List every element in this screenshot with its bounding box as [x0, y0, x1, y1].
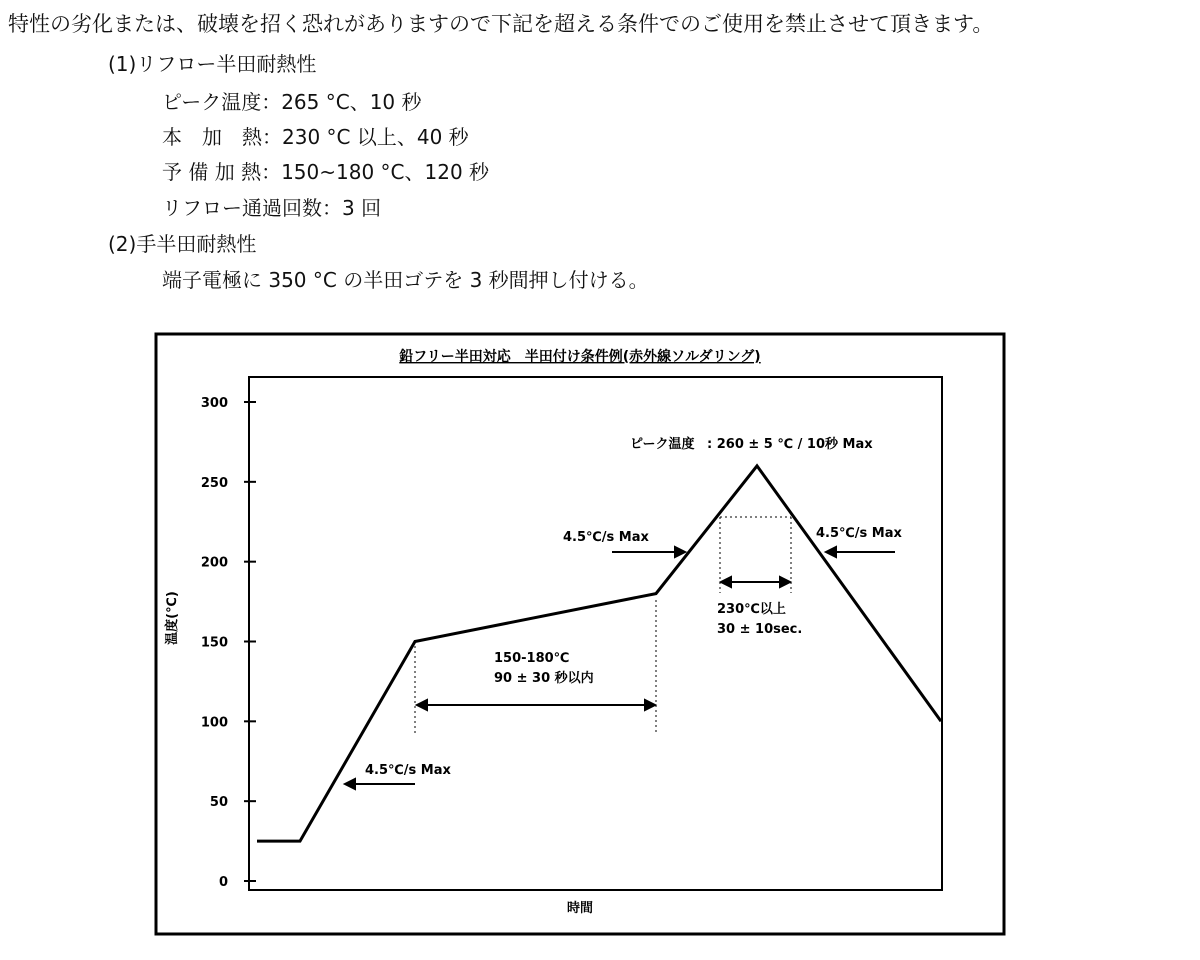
above230-arrowhead-left — [721, 577, 731, 587]
reflow-item-main-heat: 本 加 熱：230 °C 以上、40 秒 — [162, 125, 469, 149]
preheat-arrowhead-right — [645, 700, 655, 710]
y-tick-label: 150 — [200, 635, 228, 651]
plot-area — [249, 377, 942, 890]
ramp3-label: 4.5℃/s Max — [816, 526, 902, 541]
above230-time-label: 30 ± 10sec. — [717, 622, 803, 637]
above230-arrowhead-right — [780, 577, 790, 587]
y-tick-label: 200 — [200, 555, 228, 571]
reflow-item-peak: ピーク温度：265 °C、10 秒 — [162, 90, 422, 114]
above230-label: 230℃以上 — [717, 602, 786, 617]
ramp1-arrowhead — [345, 779, 355, 789]
ramp2-label: 4.5℃/s Max — [563, 530, 649, 545]
intro-text: 特性の劣化または、破壊を招く恐れがありますので下記を超える条件でのご使用を禁止させて頂きます。 — [8, 12, 994, 36]
hand-heading: (2)手半田耐熱性 — [108, 232, 257, 256]
y-tick-label: 0 — [218, 875, 228, 890]
hand-text: 端子電極に 350 °C の半田ゴテを 3 秒間押し付ける。 — [162, 268, 649, 292]
reflow-item-passes: リフロー通過回数：3 回 — [162, 196, 382, 220]
preheat-arrowhead-left — [417, 700, 427, 710]
peak-label: ピーク温度 — [630, 437, 695, 452]
preheat-range-label: 150-180℃ — [494, 651, 570, 666]
y-axis-label: 温度(℃) — [165, 591, 180, 645]
reflow-heading: (1)リフロー半田耐熱性 — [108, 52, 317, 76]
chart-title: 鉛フリー半田対応 半田付け条件例(赤外線ソルダリング) — [399, 349, 761, 365]
y-tick-label: 300 — [200, 396, 228, 411]
reflow-item-preheat: 予 備 加 熱：150~180 °C、120 秒 — [162, 160, 490, 184]
y-tick-label: 100 — [200, 715, 228, 731]
y-tick-label: 250 — [200, 475, 228, 491]
ramp1-label: 4.5℃/s Max — [365, 763, 451, 778]
y-tick-label: 50 — [209, 795, 228, 811]
preheat-time-label: 90 ± 30 秒以内 — [494, 671, 594, 686]
peak-value-label: : 260 ± 5 ℃ / 10秒 Max — [707, 437, 873, 452]
y-axis-ticks — [201, 396, 256, 890]
ramp2-arrowhead — [675, 547, 685, 557]
ramp3-arrowhead — [826, 547, 836, 557]
x-axis-label: 時間 — [566, 901, 594, 916]
